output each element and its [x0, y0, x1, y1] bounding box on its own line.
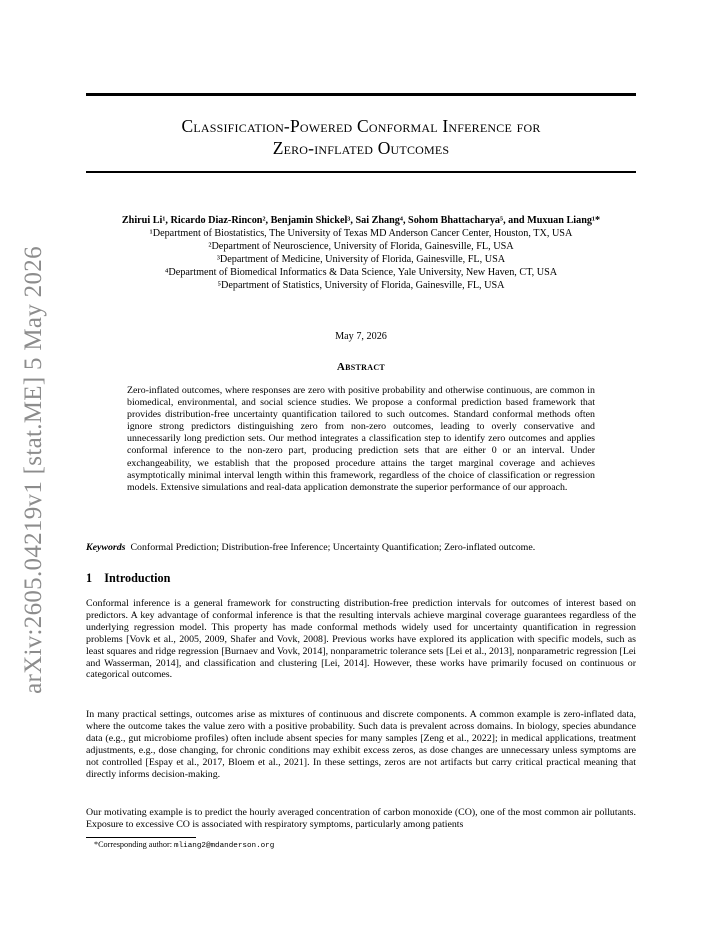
intro-paragraph-1: Conformal inference is a general framework for constructing distribution-free prediction intervals for outcomes of interest based on predictors. A key advantage of conformal inference is that the resulting intervals achieve marginal coverage guarantees regardless of the underlying regression model. This property has made conformal methods widely used for uncertainty quantification in regression problems [Vovk et al., 2005, 2009, Shafer and Vovk, 2008]. Previous works have explored its application with specific models, such as least squares and ridge regression [Burnaev and Vovk, 2014], nonparametric tolerance sets [Lei et al., 2013], nonparametric regression [Lei and Wasserman, 2014], and classification and clustering [Lei, 2014]. However, these works have primarily focused on continuous or categorical outcomes.	[86, 598, 636, 681]
affiliation-1: ¹Department of Biostatistics, The University of Texas MD Anderson Cancer Center, Houston, TX, USA	[149, 228, 573, 239]
intro-paragraph-2: In many practical settings, outcomes arise as mixtures of continuous and discrete components. A common example is zero-inflated data, where the outcome takes the value zero with a positive probability. Such data is prevalent across domains. In biology, species abundance data (e.g., gut microbiome profiles) often include absent species for many samples [Zeng et al., 2022]; in medical applications, treatment adjustments, e.g., dose changing, for chronic conditions may exhibit excess zeros, as dose changes are unnecessary unless symptoms are not controlled [Espay et al., 2017, Bloem et al., 2021]. In these settings, zeros are not artifacts but carry critical practical meaning that directly informs decision-making.	[86, 709, 636, 780]
section-number: 1	[86, 571, 93, 585]
corresponding-email-link[interactable]: mliang2@mdanderson.org	[174, 842, 275, 850]
footnote-label: *Corresponding author:	[94, 840, 175, 849]
abstract-text: Zero-inflated outcomes, where responses are zero with positive probability and otherwise continuous, are common in biomedical, environmental, and social science studies. We propose a conformal prediction based framework that provides distribution-free uncertainty quantification tailored to such outcomes. Standard conformal methods often ignore strong predictors distinguishing zero from non-zero outcomes, leading to overly conservative and unnecessarily long prediction sets. Our method integrates a classification step to identify zero outcomes and applies conformal inference to the non-zero part, producing prediction sets that are either 0 or an interval. Under exchangeability, we establish that the proposed procedure attains the target marginal coverage and achieves asymptotically minimal interval length within this framework, regardless of the choice of classification or regression models. Extensive simulations and real-data application demonstrate the superior performance of our approach.	[127, 385, 595, 493]
arxiv-sidebar	[0, 0, 58, 932]
affiliation-4: ⁴Department of Biomedical Informatics & Data Science, Yale University, New Haven, CT, USA	[164, 267, 558, 278]
paper-title	[86, 115, 636, 159]
title-rule-top	[86, 93, 636, 96]
affiliation-3: ³Department of Medicine, University of Florida, Gainesville, FL, USA	[216, 254, 506, 265]
author-list: Zhirui Li¹, Ricardo Diaz-Rincon², Benjamin Shickel³, Sai Zhang⁴, Sohom Bhattacharya⁵, and Muxuan Liang¹*	[121, 215, 601, 226]
title-rule-bottom	[86, 171, 636, 173]
intro-paragraph-3: Our motivating example is to predict the hourly averaged concentration of carbon monoxide (CO), one of the most common air pollutants. Exposure to excessive CO is associated with respiratory symptoms, particularly among patients	[86, 807, 636, 830]
keywords-label: Keywords	[86, 542, 126, 553]
arxiv-identifier: arXiv:2605.04219v1 [stat.ME] 5 May 2026	[20, 246, 47, 694]
paper-date: May 7, 2026	[335, 331, 387, 342]
title-line-2: Zero-inflated Outcomes	[272, 138, 450, 158]
keywords-text: Conformal Prediction; Distribution-free Inference; Uncertainty Quantification; Zero-inflated outcome.	[130, 542, 536, 553]
keywords-line	[86, 542, 636, 553]
abstract-heading: Abstract	[336, 361, 386, 373]
section-heading	[86, 571, 170, 586]
footnote-rule	[86, 837, 196, 838]
affiliation-5: ⁵Department of Statistics, University of Florida, Gainesville, FL, USA	[217, 280, 505, 291]
author-block	[74, 214, 648, 292]
section-title: Introduction	[104, 571, 171, 585]
footnote	[94, 840, 274, 850]
title-line-1: Classification-Powered Conformal Inference for	[181, 116, 541, 136]
affiliation-2: ²Department of Neuroscience, University of Florida, Gainesville, FL, USA	[208, 241, 514, 252]
